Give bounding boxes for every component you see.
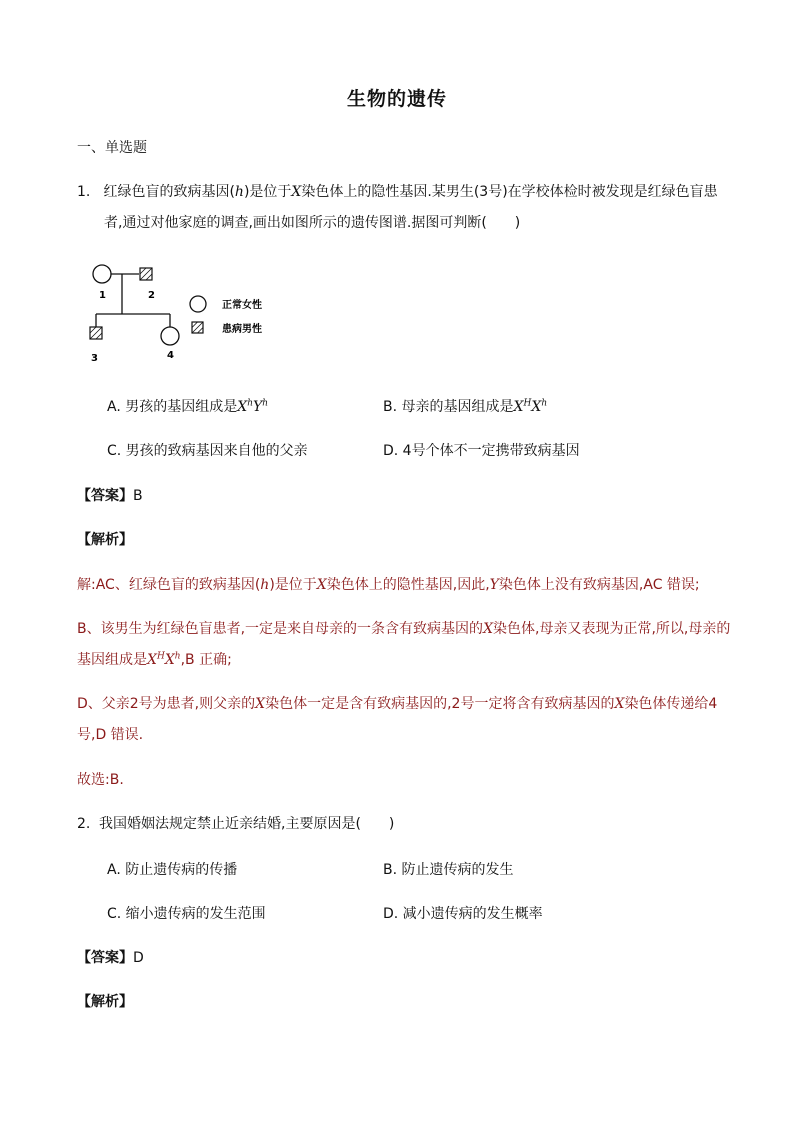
a4-post: 染色体传递给4 bbox=[624, 696, 718, 712]
a4-pre: D、父亲2号为患者,则父亲的 bbox=[77, 696, 256, 712]
section-heading: 一、单选题 bbox=[77, 140, 147, 156]
question-1-number: 1. bbox=[77, 184, 91, 200]
page-title: 生物的遗传 bbox=[346, 88, 447, 110]
a1-post: 染色体上没有致病基因,AC 错误; bbox=[498, 577, 700, 593]
question-1-line2: 者,通过对他家庭的调查,画出如图所示的遗传图谱.据图可判断( ) bbox=[104, 215, 521, 231]
question-2-text: 我国婚姻法规定禁止近亲结婚,主要原因是( ) bbox=[99, 816, 395, 832]
q2-option-d: D. 减小遗传病的发生概率 bbox=[383, 906, 543, 922]
a1-var-x: X bbox=[316, 577, 327, 593]
question-2-number: 2. bbox=[77, 816, 91, 832]
q1-answer-label: 【答案】 bbox=[77, 488, 133, 504]
q1-analysis-label: 【解析】 bbox=[77, 532, 133, 548]
q1-var-x: X bbox=[291, 184, 302, 200]
a3-x2: X bbox=[164, 652, 175, 668]
a2-post: 染色体,母亲又表现为正常,所以,母亲的 bbox=[493, 621, 731, 637]
q1-option-a-sup1: h bbox=[247, 398, 253, 409]
q1-option-b-sup1: H bbox=[523, 398, 532, 409]
individual-3-affected-male bbox=[90, 327, 102, 339]
legend-male-label: 患病男性 bbox=[222, 324, 262, 335]
question-2 bbox=[77, 809, 394, 839]
q1-text-a: 红绿色盲的致病基因( bbox=[103, 184, 235, 200]
q2-answer bbox=[77, 947, 144, 967]
label-1: 1 bbox=[99, 290, 106, 301]
q1-option-b-sup2: h bbox=[541, 398, 548, 409]
q1-analysis-line1 bbox=[77, 574, 700, 594]
q1-option-a bbox=[107, 396, 268, 416]
individual-2-affected-male bbox=[140, 268, 152, 280]
q1-answer bbox=[77, 485, 143, 505]
q1-option-c: C. 男孩的致病基因来自他的父亲 bbox=[107, 443, 308, 459]
a3-sup2: h bbox=[174, 651, 181, 662]
label-3: 3 bbox=[91, 353, 98, 364]
q1-analysis-line6: 故选:B. bbox=[77, 772, 124, 788]
a4-var-x2: X bbox=[614, 696, 625, 712]
label-4: 4 bbox=[167, 350, 174, 361]
q1-option-b-text: B. 母亲的基因组成是 bbox=[383, 399, 514, 415]
q2-option-c: C. 缩小遗传病的发生范围 bbox=[107, 906, 266, 922]
a4-var-x1: X bbox=[255, 696, 266, 712]
a1-var-h: h bbox=[260, 577, 270, 593]
q1-text-b: )是位于 bbox=[243, 184, 292, 200]
q1-option-a-x: X bbox=[237, 399, 248, 415]
a3-pre: 基因组成是 bbox=[77, 652, 147, 668]
a2-var-x: X bbox=[483, 621, 494, 637]
question-1-line1 bbox=[77, 177, 718, 207]
legend-female-label: 正常女性 bbox=[222, 300, 262, 311]
a3-x1: X bbox=[147, 652, 157, 668]
q1-analysis-line4 bbox=[77, 693, 717, 713]
pedigree-diagram bbox=[80, 258, 280, 368]
q1-option-a-sup2: h bbox=[262, 398, 269, 409]
q1-option-b bbox=[383, 396, 547, 416]
label-2: 2 bbox=[148, 290, 155, 301]
q1-option-a-y: Y bbox=[253, 399, 263, 415]
q1-option-d: D. 4号个体不一定携带致病基因 bbox=[383, 443, 580, 459]
individual-4-normal-female bbox=[161, 327, 179, 345]
q1-option-b-x2: X bbox=[531, 399, 542, 415]
q2-analysis-label: 【解析】 bbox=[77, 994, 133, 1010]
a3-post: ,B 正确; bbox=[180, 652, 232, 668]
q2-answer-value: D bbox=[133, 950, 144, 966]
q1-option-a-text: A. 男孩的基因组成是 bbox=[107, 399, 238, 415]
q2-option-b: B. 防止遗传病的发生 bbox=[383, 862, 514, 878]
q1-answer-value: B bbox=[133, 488, 143, 504]
a1-pre: 解:AC、红绿色盲的致病基因( bbox=[77, 577, 261, 593]
q1-analysis-line5: 号,D 错误. bbox=[77, 727, 144, 743]
a2-pre: B、该男生为红绿色盲患者,一定是来自母亲的一条含有致病基因的 bbox=[77, 621, 484, 637]
a4-mid: 染色体一定是含有致病基因的,2号一定将含有致病基因的 bbox=[265, 696, 615, 712]
q1-text-c: 染色体上的隐性基因.某男生(3号)在学校体检时被发现是红绿色盲患 bbox=[301, 184, 718, 200]
q2-answer-label: 【答案】 bbox=[77, 950, 133, 966]
a1-var-y: Y bbox=[489, 577, 499, 593]
q1-option-b-x1: X bbox=[513, 399, 524, 415]
q1-var-h: h bbox=[234, 184, 244, 200]
individual-1-normal-female bbox=[93, 265, 111, 283]
q1-analysis-line3 bbox=[77, 649, 232, 669]
q2-option-a: A. 防止遗传病的传播 bbox=[107, 862, 238, 878]
a3-sup1: H bbox=[156, 651, 165, 662]
legend-male-symbol bbox=[192, 322, 203, 333]
a1-mid2: 染色体上的隐性基因,因此, bbox=[326, 577, 490, 593]
q1-analysis-line2 bbox=[77, 618, 730, 638]
legend-female-symbol bbox=[190, 296, 206, 312]
a1-mid: )是位于 bbox=[269, 577, 317, 593]
